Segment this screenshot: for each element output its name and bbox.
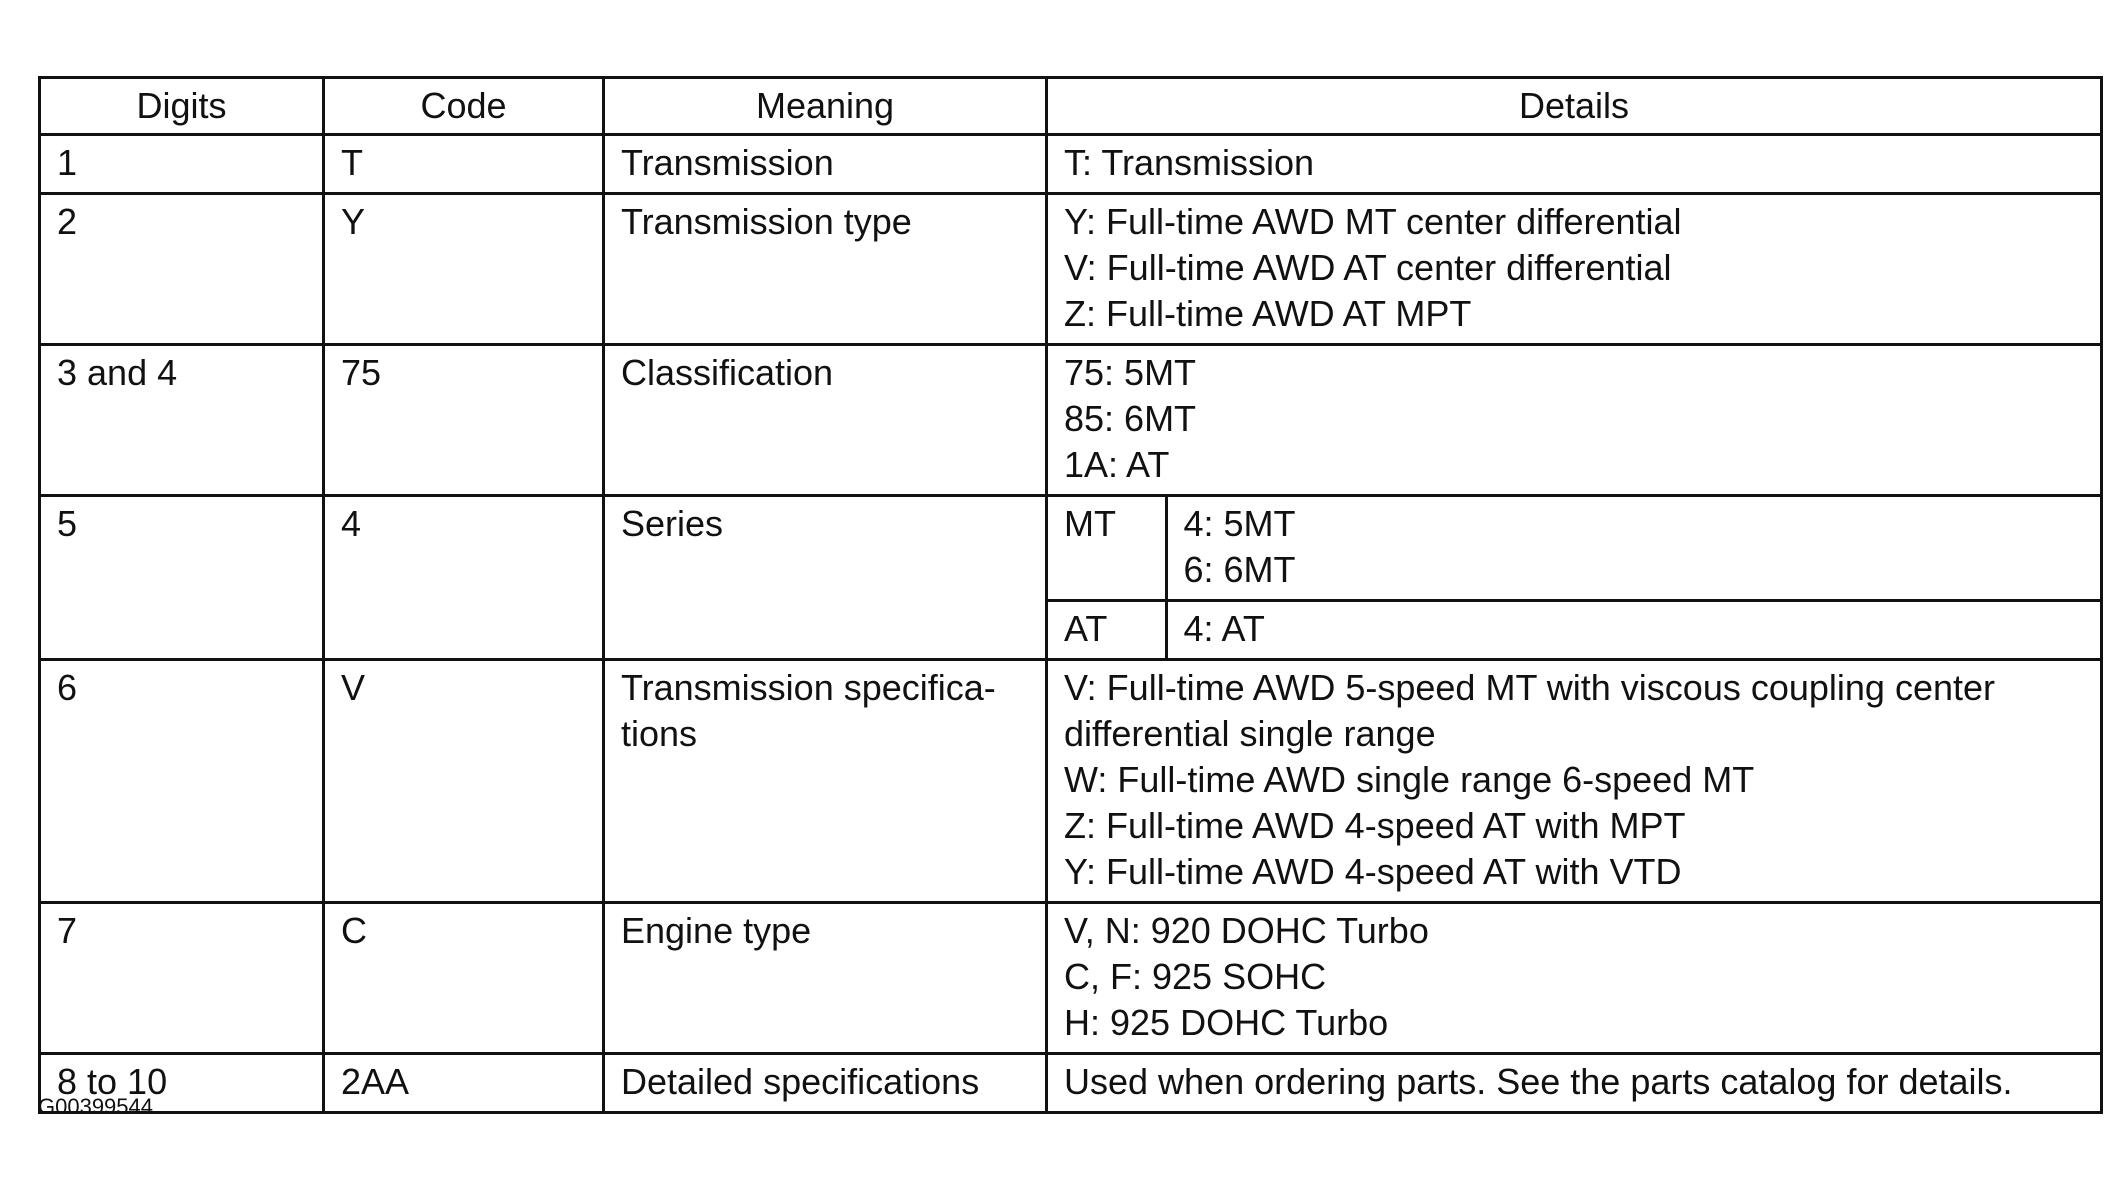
details-cell — [1047, 903, 2102, 1054]
code-cell: 2AA — [324, 1054, 604, 1113]
meaning-cell: Transmission type — [604, 194, 1047, 345]
digits-cell: 5 — [40, 496, 324, 660]
table-row — [40, 903, 2102, 1054]
details-line: 85: 6MT — [1064, 398, 1197, 439]
digits-cell: 6 — [40, 660, 324, 903]
details-line: H: 925 DOHC Turbo — [1064, 1002, 1389, 1043]
digits-cell: 7 — [40, 903, 324, 1054]
series-sub-label: AT — [1048, 601, 1166, 659]
details-cell — [1047, 194, 2102, 345]
series-sub-values — [1166, 601, 2100, 659]
code-cell: T — [324, 135, 604, 194]
details-line: T: Transmission — [1064, 142, 1315, 183]
table-row — [40, 1054, 2102, 1113]
meaning-line: Transmission specifica- — [621, 667, 996, 708]
table-row — [40, 135, 2102, 194]
digits-cell: 8 to 10 — [40, 1054, 324, 1113]
table-row — [40, 496, 2102, 660]
meaning-cell: Engine type — [604, 903, 1047, 1054]
details-cell — [1047, 660, 2102, 903]
details-cell — [1047, 496, 2102, 660]
details-cell — [1047, 135, 2102, 194]
meaning-cell: Transmission — [604, 135, 1047, 194]
figure-id-label: G00399544 — [38, 1094, 153, 1119]
digits-cell: 3 and 4 — [40, 345, 324, 496]
header-meaning: Meaning — [604, 78, 1047, 135]
meaning-cell — [604, 660, 1047, 903]
details-line: 75: 5MT — [1064, 352, 1197, 393]
code-cell: V — [324, 660, 604, 903]
details-line: V, N: 920 DOHC Turbo — [1064, 910, 1429, 951]
details-line: Used when ordering parts. See the parts catalog for details. — [1064, 1061, 2013, 1102]
details-line: 4: AT — [1183, 608, 1265, 649]
table-header-row — [40, 78, 2102, 135]
details-line: V: Full-time AWD 5-speed MT with viscous coupling center — [1064, 667, 1996, 708]
table-row — [40, 194, 2102, 345]
table-row — [40, 345, 2102, 496]
meaning-cell: Detailed specifications — [604, 1054, 1047, 1113]
details-line: Y: Full-time AWD 4-speed AT with VTD — [1064, 851, 1682, 892]
digits-cell: 1 — [40, 135, 324, 194]
digits-cell: 2 — [40, 194, 324, 345]
meaning-cell: Series — [604, 496, 1047, 660]
series-sub-values — [1166, 497, 2100, 601]
details-line: 6: 6MT — [1183, 549, 1296, 590]
details-line: Y: Full-time AWD MT center differential — [1064, 201, 1682, 242]
details-line: Z: Full-time AWD 4-speed AT with MPT — [1064, 805, 1686, 846]
details-cell — [1047, 1054, 2102, 1113]
code-cell: Y — [324, 194, 604, 345]
details-line: V: Full-time AWD AT center differential — [1064, 247, 1672, 288]
series-sub-row — [1048, 497, 2100, 601]
details-line: C, F: 925 SOHC — [1064, 956, 1327, 997]
details-cell — [1047, 345, 2102, 496]
details-line: W: Full-time AWD single range 6-speed MT — [1064, 759, 1755, 800]
series-sub-label: MT — [1048, 497, 1166, 601]
details-line: 4: 5MT — [1183, 503, 1296, 544]
series-sub-row — [1048, 601, 2100, 659]
transmission-code-table — [38, 76, 2103, 1114]
code-cell: 75 — [324, 345, 604, 496]
details-line: Z: Full-time AWD AT MPT — [1064, 293, 1472, 334]
meaning-cell: Classification — [604, 345, 1047, 496]
table-row — [40, 660, 2102, 903]
details-line: 1A: AT — [1064, 444, 1170, 485]
details-line: differential single range — [1064, 713, 1436, 754]
code-cell: 4 — [324, 496, 604, 660]
series-sub-table — [1048, 497, 2100, 658]
header-details: Details — [1047, 78, 2102, 135]
code-cell: C — [324, 903, 604, 1054]
header-code: Code — [324, 78, 604, 135]
meaning-line: tions — [621, 713, 698, 754]
header-digits: Digits — [40, 78, 324, 135]
